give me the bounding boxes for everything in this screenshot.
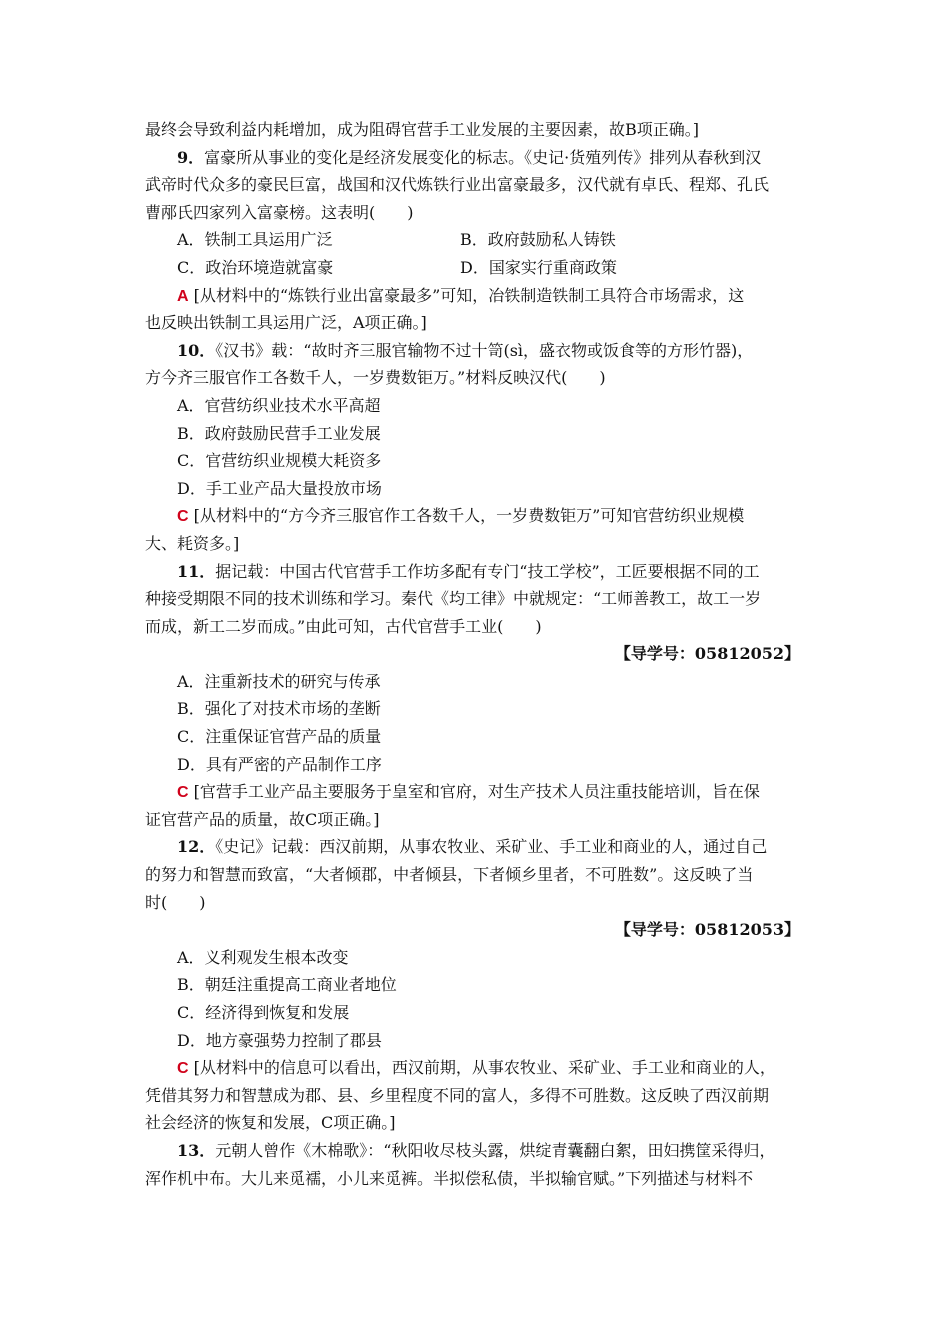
guide-number: 【导学号：05812053】 bbox=[614, 920, 800, 940]
question-text: 元朝人曾作《木棉歌》：“秋阳收尽枝头露，烘绽青囊翻白絮，田妇携筐采得归， bbox=[215, 1140, 776, 1160]
question-text: 《汉书》载：“故时齐三服官输物不过十笥(sì，盛衣物或饭食等的方形竹器)， bbox=[215, 340, 754, 360]
answer-explanation-line: 也反映出铁制工具运用广泛，A项正确。] bbox=[145, 313, 427, 333]
question-stem-line bbox=[145, 1137, 810, 1165]
answer-line bbox=[145, 778, 810, 806]
question-stem-line: 的努力和智慧而致富，“大者倾郡，中者倾县，下者倾乡里者，不可胜数”。这反映了当 bbox=[145, 865, 754, 885]
option-b: B．政府鼓励私人铸铁 bbox=[460, 230, 616, 250]
guide-number: 【导学号：05812052】 bbox=[614, 644, 800, 664]
answer-explanation: [从材料中的“方今齐三服官作工各数千人，一岁费数钜万”可知官营纺织业规模 bbox=[193, 506, 745, 526]
option-b: B．政府鼓励民营手工业发展 bbox=[177, 423, 381, 443]
option-c: C．经济得到恢复和发展 bbox=[177, 1003, 350, 1022]
question-stem-line bbox=[145, 558, 810, 586]
options-row bbox=[145, 226, 810, 254]
question-stem-line: 浑作机中布。大儿来觅襦，小儿来觅裤。半拟偿私债，半拟输官赋。”下列描述与材料不 bbox=[145, 1168, 754, 1188]
option-a: A．义利观发生根本改变 bbox=[177, 947, 349, 967]
question-stem-line: 曹邴氏四家列入富豪榜。这表明( ) bbox=[145, 202, 414, 222]
answer-letter: C bbox=[177, 1060, 189, 1078]
option-b: B．强化了对技术市场的垄断 bbox=[177, 699, 381, 719]
option-d: D．地方豪强势力控制了郡县 bbox=[177, 1030, 382, 1050]
option-a: A．注重新技术的研究与传承 bbox=[177, 671, 381, 691]
question-stem-line: 方今齐三服官作工各数千人，一岁费数钜万。”材料反映汉代( ) bbox=[145, 368, 606, 388]
question-stem-line: 武帝时代众多的豪民巨富，战国和汉代炼铁行业出富豪最多，汉代就有卓氏、程郑、孔氏 bbox=[145, 175, 770, 195]
document-body bbox=[145, 116, 810, 1192]
answer-line bbox=[145, 502, 810, 530]
question-stem-line bbox=[145, 337, 810, 365]
option-d: D．手工业产品大量投放市场 bbox=[177, 478, 382, 498]
question-stem-line bbox=[145, 144, 810, 172]
answer-explanation-line: 凭借其努力和智慧成为郡、县、乡里程度不同的富人，多得不可胜数。这反映了西汉前期 bbox=[145, 1085, 770, 1105]
option-d: D．国家实行重商政策 bbox=[460, 257, 617, 277]
question-number: 9． bbox=[177, 147, 205, 167]
option-d: D．具有严密的产品制作工序 bbox=[177, 754, 382, 774]
answer-explanation-line: 大、耗资多。] bbox=[145, 533, 240, 553]
option-c: C．官营纺织业规模大耗资多 bbox=[177, 451, 382, 471]
question-stem-line bbox=[145, 833, 810, 861]
option-a: A．铁制工具运用广泛 bbox=[177, 230, 333, 250]
answer-line bbox=[145, 282, 810, 310]
text-line: 最终会导致利益内耗增加，成为阻碍官营手工业发展的主要因素，故B项正确。] bbox=[145, 120, 700, 139]
question-number: 11． bbox=[177, 561, 216, 581]
answer-letter: C bbox=[177, 508, 189, 526]
option-c: C．政治环境造就富豪 bbox=[177, 257, 334, 277]
question-12 bbox=[145, 833, 810, 1137]
option-a: A．官营纺织业技术水平高超 bbox=[177, 395, 381, 415]
question-9 bbox=[145, 144, 810, 337]
option-c: C．注重保证官营产品的质量 bbox=[177, 727, 382, 747]
answer-explanation: [从材料中的信息可以看出，西汉前期，从事农牧业、采矿业、手工业和商业的人， bbox=[193, 1058, 776, 1078]
answer-explanation: [官营手工业产品主要服务于皇室和官府，对生产技术人员注重技能培训，旨在保 bbox=[193, 782, 760, 802]
question-text: 富豪所从事业的变化是经济发展变化的标志。《史记·货殖列传》排列从春秋到汉 bbox=[204, 147, 762, 167]
question-stem-line: 而成，新工二岁而成。”由此可知，古代官营手工业( ) bbox=[145, 616, 542, 636]
answer-explanation: [从材料中的“炼铁行业出富豪最多”可知，冶铁制造铁制工具符合市场需求，这 bbox=[193, 285, 745, 305]
question-11 bbox=[145, 558, 810, 834]
answer-letter: C bbox=[177, 784, 189, 802]
question-text: 据记载：中国古代官营手工作坊多配有专门“技工学校”，工匠要根据不同的工 bbox=[215, 561, 760, 581]
option-b: B．朝廷注重提高工商业者地位 bbox=[177, 975, 397, 995]
answer-line bbox=[145, 1054, 810, 1082]
question-13 bbox=[145, 1137, 810, 1192]
question-number: 13． bbox=[177, 1140, 216, 1160]
question-text: 《史记》记载：西汉前期，从事农牧业、采矿业、手工业和商业的人，通过自己 bbox=[215, 837, 768, 857]
question-stem-line: 种接受期限不同的技术训练和学习。秦代《均工律》中就规定：“工师善教工，故工一岁 bbox=[145, 589, 762, 609]
question-number: 12． bbox=[177, 837, 216, 857]
answer-explanation-line: 证官营产品的质量，故C项正确。] bbox=[145, 809, 380, 829]
question-stem-line: 时( ) bbox=[145, 892, 206, 912]
answer-explanation-line: 社会经济的恢复和发展，C项正确。] bbox=[145, 1113, 396, 1133]
question-number: 10． bbox=[177, 340, 216, 360]
question-10 bbox=[145, 337, 810, 558]
options-row bbox=[145, 254, 810, 282]
answer-letter: A bbox=[177, 287, 189, 305]
